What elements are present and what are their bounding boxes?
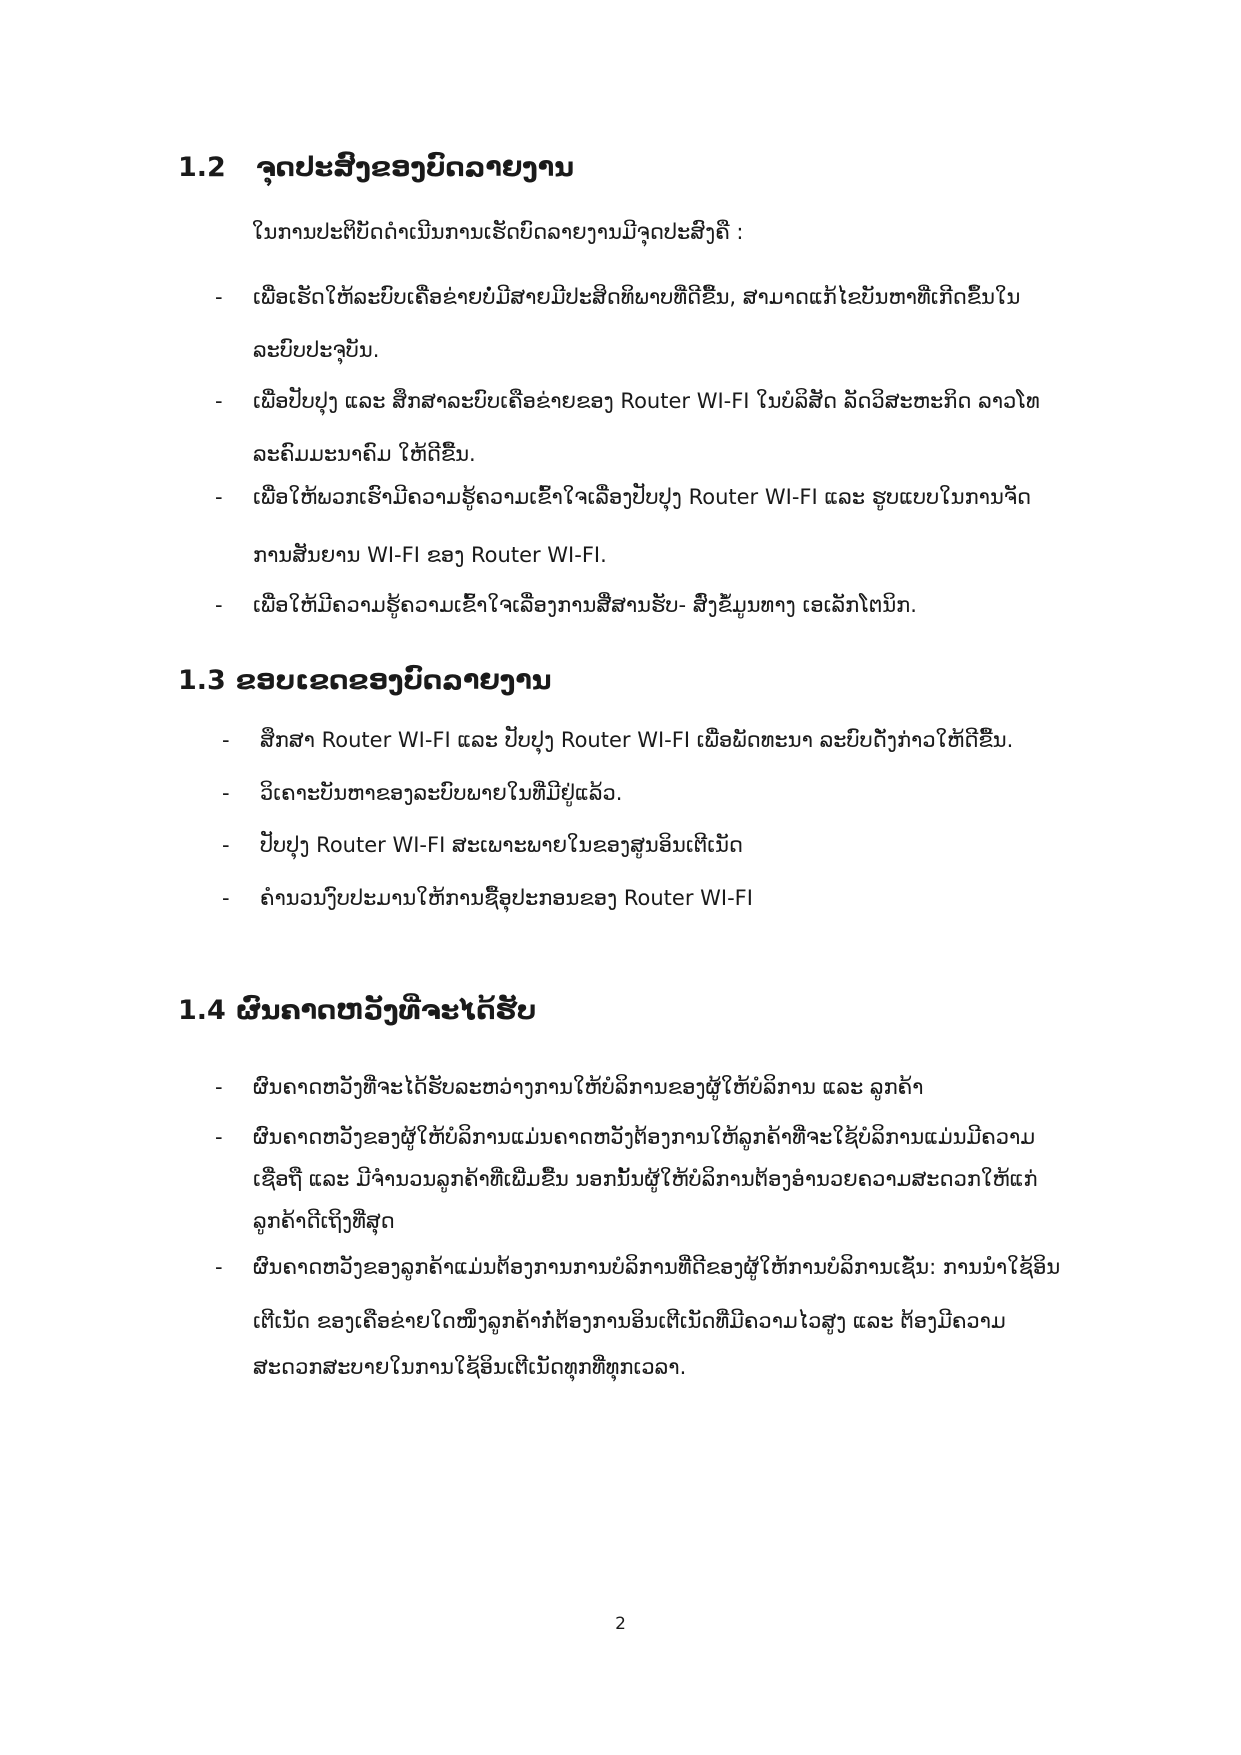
list-item-line: ຜົນຄາດຫວັງຂອງລູກຄ້າແມ່ນຕ້ອງການການບໍລິການທີ່ດີຂອງຜູ້ໃຫ້ການບໍລິການເຊັ່ນ: ການນຳໃຊ້ອິນ: [253, 1255, 1061, 1279]
list-bullet: -: [215, 1255, 223, 1279]
list-bullet: -: [215, 485, 223, 509]
list-item-line: ເພື່ອປັບປຸງ ແລະ ສຶກສາລະບົບເຄືອຂ່າຍຂອງ Router WI-FI ໃນບໍລິສັດ ລັດວິສະຫະກິດ ລາວໂທ: [253, 389, 1040, 413]
section-intro: ໃນການປະຕິບັດດຳເນີນການເຮັດບົດລາຍງານມີຈຸດປະສົງຄື :: [252, 220, 744, 244]
list-item-text: [253, 593, 917, 617]
list-item-line: ລະບົບປະຈຸບັນ.: [253, 338, 380, 362]
list-item-line: ເຕີເນັດ ຂອງເຄືອຂ່າຍໃດໜຶ່ງລູກຄ້າກໍ່ຕ້ອງການອິນເຕີເນັດທີ່ມີຄວາມໄວສູງ ແລະ ຕ້ອງມີຄວາມ: [253, 1309, 1006, 1333]
list-bullet: -: [222, 781, 230, 805]
section-heading-1-4: [178, 995, 536, 1026]
page-number: 2: [615, 1614, 626, 1634]
list-item-text: [253, 485, 1031, 567]
list-bullet: -: [222, 833, 230, 857]
section-number: 1.2: [178, 152, 226, 183]
list-bullet: -: [215, 285, 223, 309]
list-item-text: [253, 1125, 1038, 1233]
list-bullet: -: [215, 593, 223, 617]
list-item-line: ປັບປຸງ Router WI-FI ສະເພາະພາຍໃນຂອງສູນອິນເຕີເນັດ: [260, 833, 743, 857]
section-number: 1.3: [178, 665, 226, 696]
section-title: ຜົນຄາດຫວັງທີ່ຈະໄດ້ຮັບ: [235, 995, 537, 1026]
list-item-line: ລູກຄ້າດີເຖິງທີ່ສຸດ: [253, 1209, 395, 1233]
list-item-line: ເພື່ອເຮັດໃຫ້ລະບົບເຄື່ອຂ່າຍບໍ່ມີສາຍມີປະສິດທິພາບທີ່ດີຂື້ນ, ສາມາດແກ້ໄຂບັນຫາທີ່ເກີດຂຶ້ນໃນ: [253, 285, 1021, 309]
list-item-text: [253, 1255, 1060, 1379]
list-item-text: [253, 389, 1040, 466]
list-item-line: ເພື່ອໃຫ້ມີຄວາມຮູ້ຄວາມເຂົ້າໃຈເລື່ອງການສື່ສານຮັບ- ສົ່ງຂໍ້ມູນທາງ ເອເລັກໂຕນິກ.: [253, 593, 917, 617]
list-item-text: [253, 1075, 923, 1099]
list-item-line: ຜົນຄາດຫວັງທີ່ຈະໄດ້ຮັບລະຫວ່າງການໃຫ້ບໍລິການຂອງຜູ້ໃຫ້ບໍລິການ ແລະ ລູກຄ້າ: [253, 1075, 924, 1099]
section-title: ຂອບເຂດຂອງບົດລາຍງານ: [235, 665, 552, 696]
list-item-text: [253, 285, 1020, 362]
list-item-line: ຄຳນວນງົບປະມານໃຫ້ການຊື້ອຸປະກອນຂອງ Router WI-FI: [260, 886, 753, 910]
section-number: 1.4: [178, 995, 226, 1026]
section-heading-1-2: [178, 152, 574, 183]
list-bullet: -: [222, 728, 230, 752]
list-bullet: -: [215, 1075, 223, 1099]
list-bullet: -: [215, 389, 223, 413]
list-item-line: ສຶກສາ Router WI-FI ແລະ ປັບປຸງ Router WI-FI ເພື່ອພັດທະນາ ລະບົບດັ່ງກ່າວໃຫ້ດີຂື້ນ.: [260, 728, 1014, 752]
list-item-line: ເພື່ອໃຫ້ພວກເຮົາມີຄວາມຮູ້ຄວາມເຂົ້າໃຈເລື່ອງປັບປຸງ Router WI-FI ແລະ ຮູບແບບໃນການຈັດ: [253, 485, 1032, 509]
list-item-line: ລະຄົມມະນາຄົມ ໃຫ້ດີຂື້ນ.: [253, 442, 476, 466]
list-item-line: ສະດວກສະບາຍໃນການໃຊ້ອິນເຕີເນັດທຸກທີ່ທຸກເວລາ.: [253, 1355, 687, 1379]
list-item-text: [260, 728, 1013, 752]
list-item-line: ການສັນຍານ WI-FI ຂອງ Router WI-FI.: [253, 543, 607, 567]
list-bullet: -: [215, 1125, 223, 1149]
list-bullet: -: [222, 886, 230, 910]
list-item-text: [260, 833, 743, 857]
section-heading-1-3: [178, 665, 552, 696]
list-item-line: ເຊື່ອຖື ແລະ ມີຈຳນວນລູກຄ້າທີ່ເພີ່ມຂື້ນ ນອກນັ້ນຜູ້ໃຫ້ບໍລິການຕ້ອງອຳນວຍຄວາມສະດວກໃຫ້ແກ່: [253, 1167, 1038, 1191]
list-item-text: [260, 886, 753, 910]
section-title: ຈຸດປະສົງຂອງບົດລາຍງານ: [255, 152, 574, 183]
list-item-line: ຜົນຄາດຫວັງຂອງຜູ້ໃຫ້ບໍລິການແມ່ນຄາດຫວັງຕ້ອງການໃຫ້ລູກຄ້າທີ່ຈະໃຊ້ບໍລິການແມ່ນມີຄວາມ: [253, 1125, 1036, 1149]
list-item-text: [260, 781, 622, 805]
list-item-line: ວິເຄາະບັນຫາຂອງລະບົບພາຍໃນທີ່ມີຢູ່ແລ້ວ.: [260, 781, 623, 805]
